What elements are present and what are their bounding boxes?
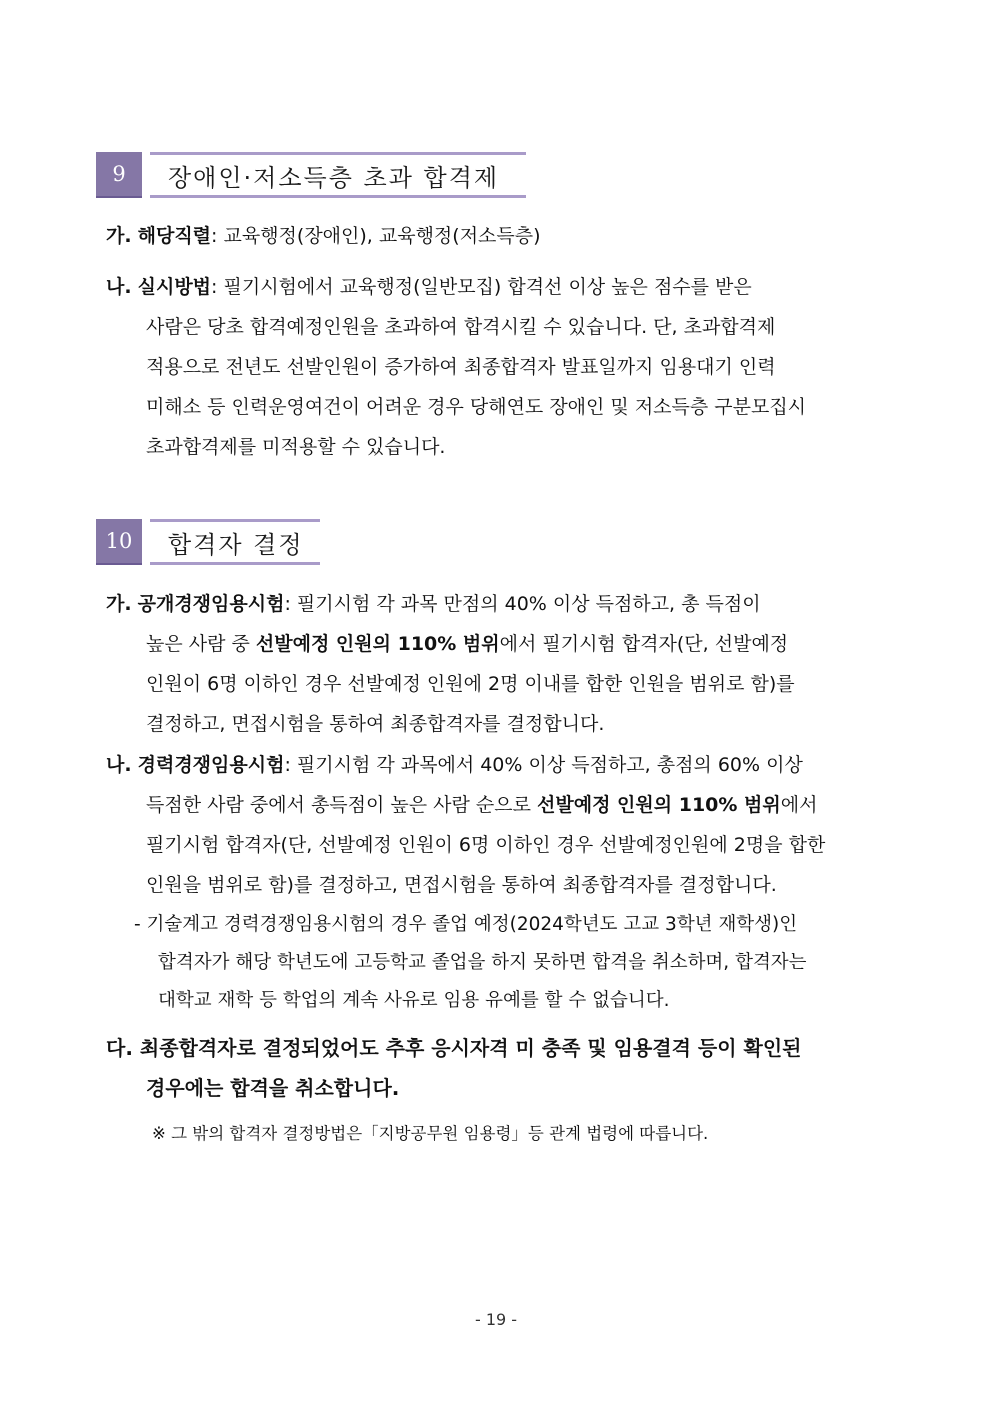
item-text: : 교육행정(장애인), 교육행정(저소득층) [211,225,541,247]
item-text: 에서 [780,794,818,816]
item-line: 필기시험 합격자(단, 선발예정 인원이 6명 이하인 경우 선발예정인원에 2명을 합한 [146,834,826,856]
bold-line: 다. 최종합격자로 결정되었어도 추후 응시자격 미 충족 및 임용결격 등이 확인된 [106,1036,802,1060]
item-text: 에서 필기시험 합격자(단, 선발예정 [499,633,789,655]
bold-line: 경우에는 합격을 취소합니다. [146,1076,400,1100]
item-text: : 필기시험에서 교육행정(일반모집) 합격선 이상 높은 점수를 받은 [211,276,752,298]
item-text: 득점한 사람 중에서 총득점이 높은 사람 순으로 [146,794,538,816]
dash-line: - 기술계고 경력경쟁임용시험의 경우 졸업 예정(2024학년도 고교 3학년 재학생)인 [134,914,798,935]
dash-line: 대학교 재학 등 학업의 계속 사유로 임용 유예를 할 수 없습니다. [158,990,670,1011]
section-title: 장애인·저소득층 초과 합격제 [168,163,500,192]
section9-item-ga [106,216,902,256]
item-line: 인원을 범위로 함)를 결정하고, 면접시험을 통하여 최종합격자를 결정합니다. [146,874,777,896]
item-text: : 필기시험 각 과목 만점의 40% 이상 득점하고, 총 득점이 [284,593,761,615]
item-text: 높은 사람 중 [146,633,256,655]
item-emphasis: 선발예정 인원의 110% 범위 [255,633,500,655]
item-emphasis: 선발예정 인원의 110% 범위 [537,794,781,816]
item-term: 경력경쟁임용시험 [137,754,285,776]
item-marker: 가. [106,593,132,615]
section-9-header [96,152,526,198]
page-number: - 19 - [474,1310,518,1329]
item-line: 인원이 6명 이하인 경우 선발예정 인원에 2명 이내를 합한 인원을 범위로 함)를 [146,673,795,695]
item-line: 미해소 등 인력운영여건이 어려운 경우 당해연도 장애인 및 저소득층 구분모집시 [146,396,807,418]
item-term: 실시방법 [137,276,212,298]
reference-note: ※ 그 밖의 합격자 결정방법은「지방공무원 임용령」등 관계 법령에 따릅니다. [152,1124,709,1143]
section10-item-na [106,745,902,905]
item-line: 결정하고, 면접시험을 통하여 최종합격자를 결정합니다. [146,713,605,735]
item-term: 공개경쟁임용시험 [137,593,285,615]
section-number: 9 [96,152,142,198]
item-marker: 나. [106,754,132,776]
item-line: 초과합격제를 미적용할 수 있습니다. [146,436,446,458]
item-marker: 가. [106,225,132,247]
section-title: 합격자 결정 [168,530,304,559]
section10-dash-item [134,906,904,1020]
dash-line: 합격자가 해당 학년도에 고등학교 졸업을 하지 못하면 합격을 취소하며, 합격자는 [158,952,807,973]
item-line: 사람은 당초 합격예정인원을 초과하여 합격시킬 수 있습니다. 단, 초과합격제 [146,316,776,338]
section-title-box [150,519,320,565]
section10-item-ga [106,584,902,744]
item-marker: 나. [106,276,132,298]
section9-item-na [106,267,902,467]
section-title-box [150,152,526,198]
item-line: 적용으로 전년도 선발인원이 증가하여 최종합격자 발표일까지 임용대기 인력 [146,356,776,378]
item-text: : 필기시험 각 과목에서 40% 이상 득점하고, 총점의 60% 이상 [284,754,803,776]
section-10-header [96,519,320,565]
item-term: 해당직렬 [137,225,212,247]
section10-item-da [106,1028,902,1108]
section-number: 10 [96,519,142,565]
